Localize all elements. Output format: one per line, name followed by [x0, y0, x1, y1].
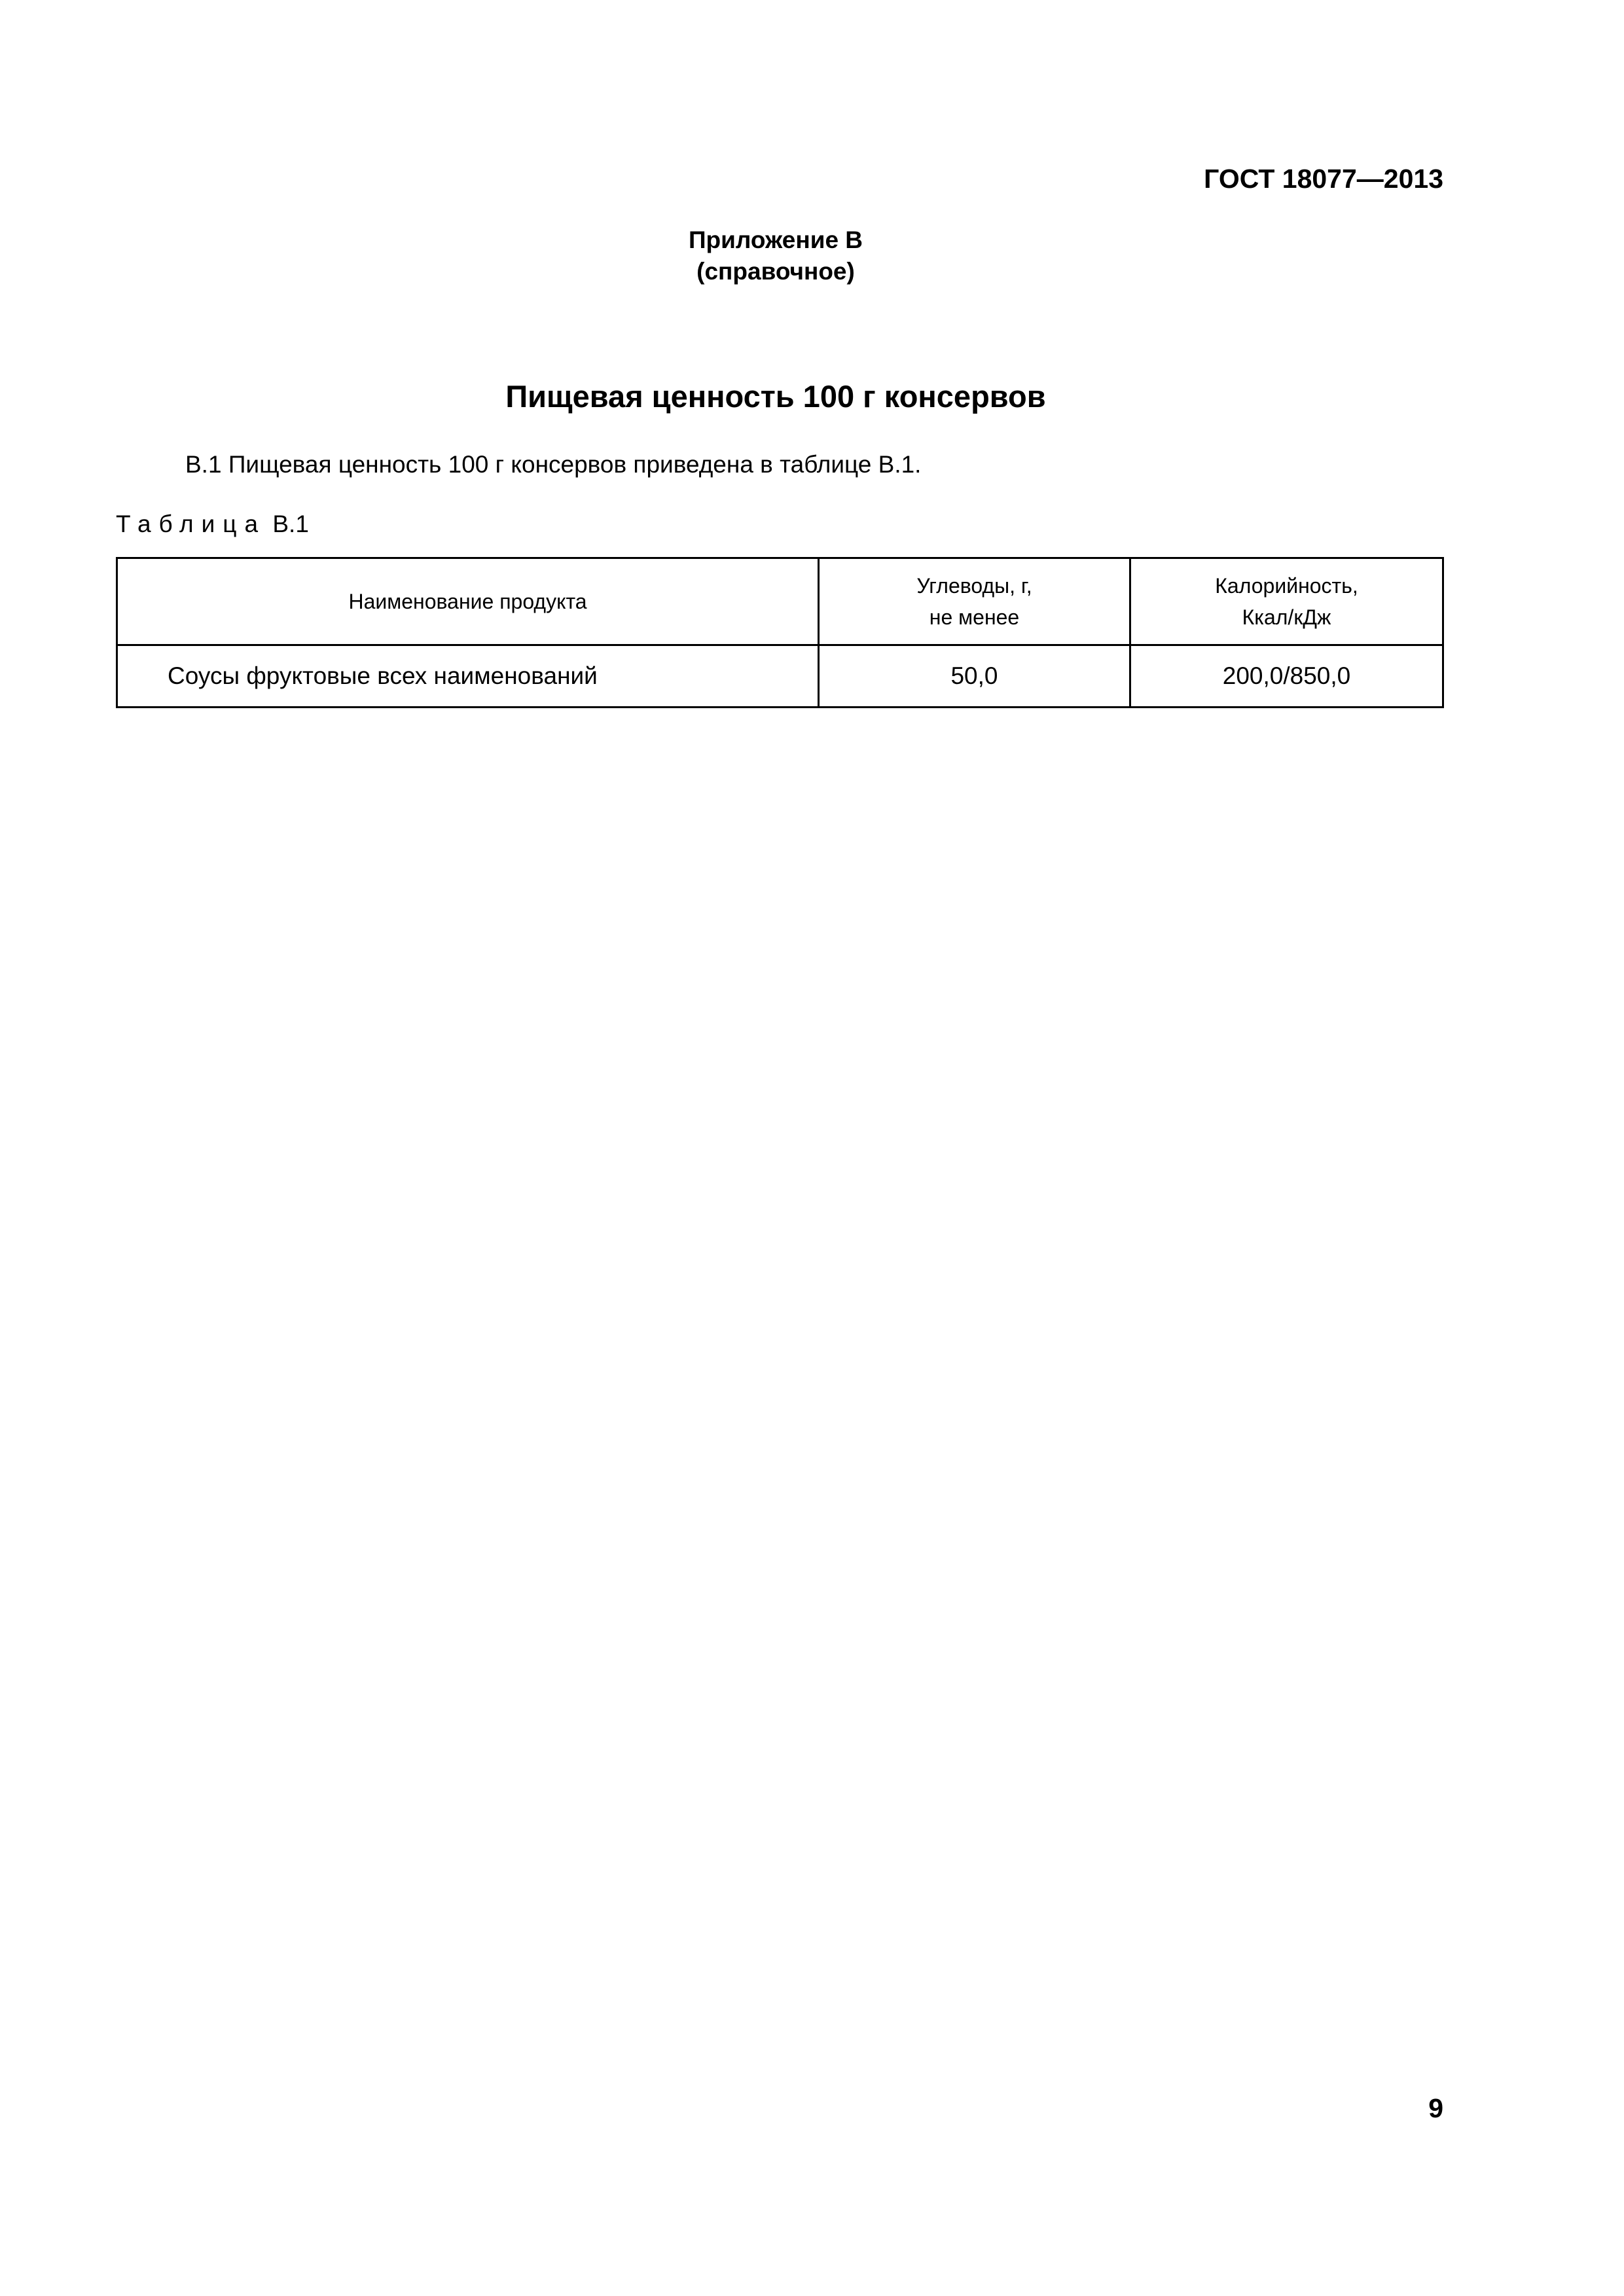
- appendix-subtitle: (справочное): [696, 258, 855, 285]
- table-caption: [116, 511, 309, 538]
- header-calories: [1130, 558, 1443, 645]
- cell-product: Соусы фруктовые всех наименований: [117, 645, 819, 708]
- table-caption-word: Таблица: [116, 511, 266, 537]
- page-number: 9: [1428, 2093, 1443, 2123]
- cell-calories: 200,0/850,0: [1130, 645, 1443, 708]
- header-product-label: Наименование продукта: [348, 590, 587, 613]
- table-row: [117, 645, 1443, 708]
- header-calories-line-1: Калорийность,: [1215, 574, 1358, 598]
- header-calories-line-2: Ккал/кДж: [1242, 605, 1331, 629]
- header-carbs: [819, 558, 1130, 645]
- header-carbs-line-2: не менее: [929, 605, 1020, 629]
- appendix-heading: [0, 224, 1551, 287]
- document-code: ГОСТ 18077—2013: [1204, 164, 1443, 194]
- appendix-title: Приложение В: [688, 226, 863, 253]
- header-carbs-line-1: Углеводы, г,: [916, 574, 1032, 598]
- section-title: Пищевая ценность 100 г консервов: [505, 379, 1046, 414]
- table-caption-number: В.1: [272, 511, 309, 537]
- nutrition-table: [116, 557, 1444, 708]
- paragraph-text: В.1 Пищевая ценность 100 г консервов приведена в таблице В.1.: [185, 451, 922, 478]
- table-header-row: [117, 558, 1443, 645]
- header-product: [117, 558, 819, 645]
- cell-carbs: 50,0: [819, 645, 1130, 708]
